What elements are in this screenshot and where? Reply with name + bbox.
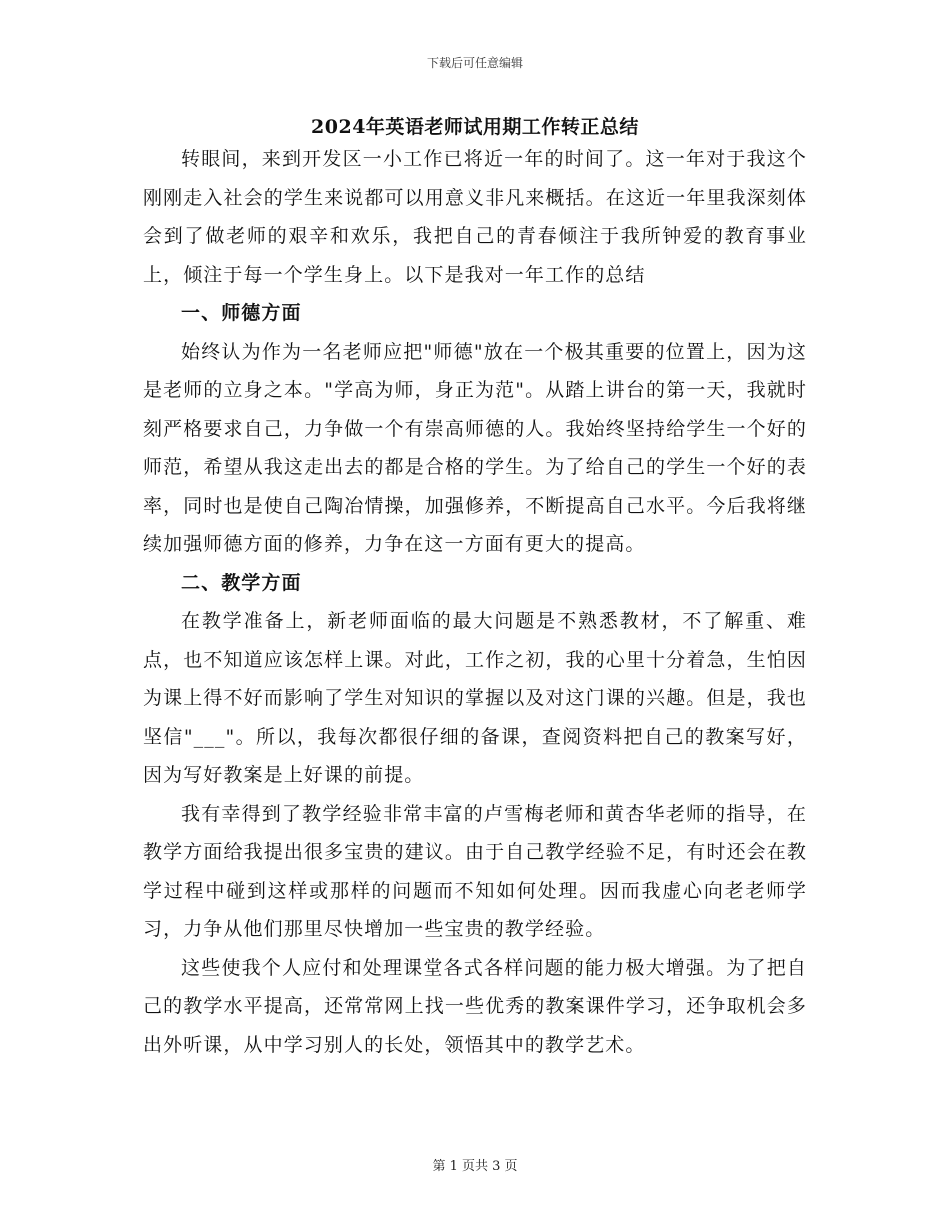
document-body (143, 140, 807, 1064)
page-footer: 第 1 页共 3 页 (432, 1159, 518, 1174)
section-heading-ethics: 一、师德方面 (181, 302, 302, 324)
page-header-note: 下载后可任意编辑 (426, 56, 523, 70)
section-heading-teaching: 二、教学方面 (181, 571, 302, 594)
teaching-paragraph-3: 这些使我个人应付和处理课堂各式各样问题的能力极大增强。为了把自己的教学水平提高，还常常网上找一些优秀的教案课件学习，还争取机会多出外听课，从中学习别人的长处，领悟其中的教学艺术。 (143, 956, 807, 1056)
teaching-paragraph-2: 我有幸得到了教学经验非常丰富的卢雪梅老师和黄杏华老师的指导，在教学方面给我提出很多宝贵的建议。由于自己教学经验不足，有时还会在教学过程中碰到这样或那样的问题而不知如何处理。因而我虚心向老老师学习，力争从他们那里尽快增加一些宝贵的教学经验。 (143, 802, 807, 940)
ethics-paragraph: 始终认为作为一名老师应把"师德"放在一个极其重要的位置上，因为这是老师的立身之本。"学高为师，身正为范"。从踏上讲台的第一天，我就时刻严格要求自己，力争做一个有崇高师德的人。我始终坚持给学生一个好的师范，希望从我这走出去的都是合格的学生。为了给自己的学生一个好的表率，同时也是使自己陶冶情操，加强修养，不断提高自己水平。今后我将继续加强师德方面的修养，力争在这一方面有更大的提高。 (143, 340, 807, 555)
teaching-paragraph-1: 在教学准备上，新老师面临的最大问题是不熟悉教材，不了解重、难点，也不知道应该怎样上课。对此，工作之初，我的心里十分着急，生怕因为课上得不好而影响了学生对知识的掌握以及对这门课的兴趣。但是，我也坚信"___"。所以，我每次都很仔细的备课，查阅资料把自己的教案写好，因为写好教案是上好课的前提。 (143, 610, 807, 786)
document-title: 2024年英语老师试用期工作转正总结 (311, 116, 639, 138)
intro-paragraph: 转眼间，来到开发区一小工作已将近一年的时间了。这一年对于我这个刚刚走入社会的学生来说都可以用意义非凡来概括。在这近一年里我深刻体会到了做老师的艰辛和欢乐，我把自己的青春倾注于我所钟爱的教育事业上，倾注于每一个学生身上。以下是我对一年工作的总结 (143, 148, 807, 286)
